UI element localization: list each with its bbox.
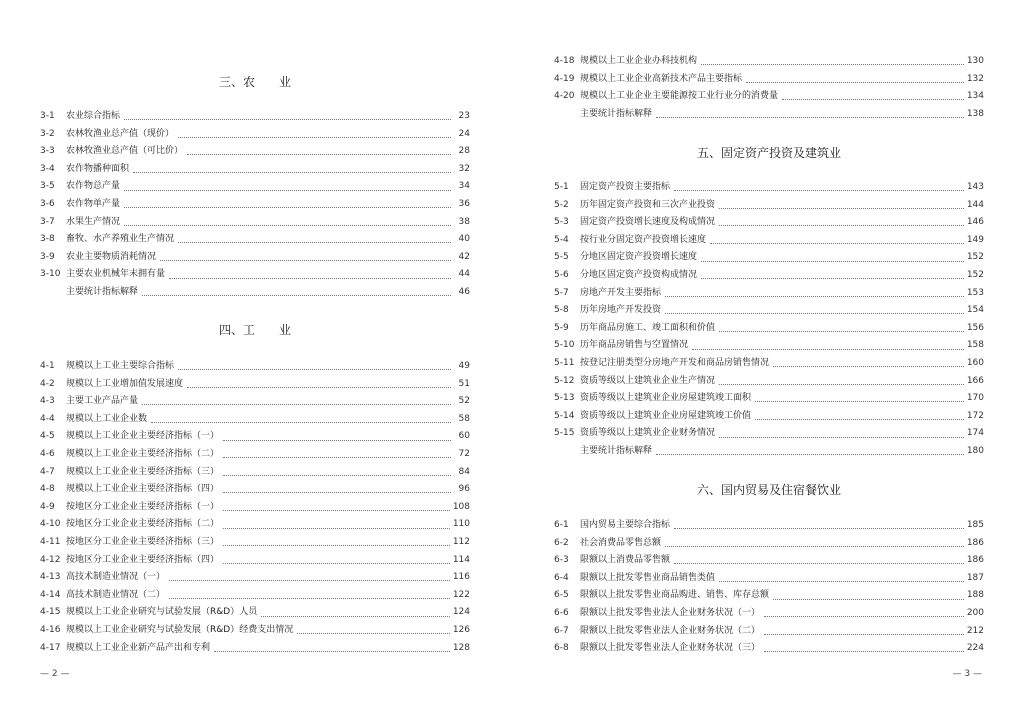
- toc-entry-title: 高技术制造业情况（二）: [66, 589, 166, 600]
- toc-entry-number: 6-2: [554, 537, 569, 548]
- toc-entry-title: 限额以上批发零售业商品购进、销售、库存总额: [580, 590, 770, 601]
- toc-dot-leader: [214, 651, 450, 652]
- toc-entry-page: 158: [966, 340, 984, 351]
- toc-dot-leader: [124, 225, 451, 226]
- toc-entry-title: 规模以上工业企业主要经济指标（三）: [66, 466, 220, 477]
- toc-dot-leader: [656, 454, 964, 455]
- toc-dot-leader: [656, 117, 964, 118]
- toc-entry: [554, 320, 984, 338]
- toc-entry: [40, 376, 470, 394]
- toc-entry-number: 5-3: [554, 217, 569, 228]
- toc-dot-leader: [124, 119, 451, 120]
- toc-entry-page: 174: [966, 428, 984, 439]
- toc-entry-number: 6-6: [554, 608, 569, 618]
- toc-entry: [40, 640, 470, 658]
- toc-dot-leader: [710, 243, 964, 244]
- toc-entry: [40, 231, 470, 249]
- toc-entry-title: 主要统计指标解释: [66, 287, 139, 297]
- toc-dot-leader: [701, 261, 964, 262]
- toc-entry-page: 112: [452, 537, 470, 547]
- toc-entry: [40, 266, 470, 284]
- toc-entry: [40, 143, 470, 161]
- toc-entry-title: 农作物播种面积: [66, 163, 130, 174]
- toc-entry-number: 5-11: [554, 358, 575, 368]
- toc-entry-title: 历年商品房施工、竣工面积和价值: [580, 322, 716, 333]
- toc-entry-number: 3-5: [40, 181, 55, 192]
- toc-dot-leader: [665, 546, 964, 547]
- toc-dot-leader: [719, 225, 964, 226]
- toc-entry: [554, 302, 984, 320]
- toc-entry: [40, 622, 470, 640]
- toc-entry-title: 主要工业产品产量: [66, 396, 139, 407]
- toc-entry-title: 规模以上工业企业研究与试验发展（R&D）经费支出情况: [66, 625, 294, 635]
- toc-entry-number: 3-10: [40, 269, 61, 280]
- toc-entry: [554, 570, 984, 588]
- toc-entry: [554, 535, 984, 553]
- toc-dot-leader: [142, 295, 451, 296]
- toc-dot-leader: [223, 510, 450, 511]
- toc-entry-page: 172: [966, 410, 984, 421]
- toc-entry: [554, 179, 984, 197]
- toc-entry: [40, 604, 470, 622]
- toc-entry: [554, 106, 984, 124]
- toc-entry-page: 130: [966, 56, 984, 66]
- toc-entry-page: 188: [966, 590, 984, 601]
- toc-dot-leader: [755, 419, 964, 420]
- toc-entry: [554, 640, 984, 658]
- toc-entry-title: 规模以上工业企业新产品产出和专利: [66, 642, 211, 653]
- toc-entry-number: 5-2: [554, 199, 569, 210]
- toc-entry-number: 5-6: [554, 270, 569, 280]
- toc-dot-leader: [746, 82, 964, 83]
- toc-entry-page: 152: [966, 270, 984, 280]
- toc-dot-leader: [178, 137, 451, 138]
- toc-entry-title: 按行业分固定资产投资增长速度: [580, 234, 707, 245]
- toc-dot-leader: [701, 64, 964, 65]
- toc-dot-leader: [223, 457, 451, 458]
- toc-entry-number: 4-8: [40, 484, 55, 495]
- section-heading: 四、工 业: [218, 323, 291, 337]
- toc-entry: [554, 425, 984, 443]
- toc-entry-page: 60: [458, 431, 470, 442]
- toc-dot-leader: [223, 475, 451, 476]
- toc-entry-title: 固定资产投资主要指标: [580, 182, 671, 192]
- toc-entry-number: 5-13: [554, 393, 575, 404]
- toc-entry: [40, 411, 470, 429]
- toc-entry-title: 规模以上工业企业主要经济指标（二）: [66, 449, 220, 459]
- toc-entry-number: 3-6: [40, 199, 55, 209]
- toc-entry-page: 24: [458, 128, 470, 139]
- toc-entry-number: 3-9: [40, 251, 55, 262]
- toc-entry-number: 6-4: [554, 572, 569, 583]
- toc-entry-title: 资质等级以上建筑业企业房屋建筑竣工面积: [580, 393, 752, 404]
- toc-dot-leader: [782, 99, 964, 100]
- toc-entry-number: 5-5: [554, 252, 569, 263]
- toc-entry-number: 6-3: [554, 555, 569, 566]
- toc-entry-number: 4-13: [40, 572, 61, 583]
- toc-entry-title: 固定资产投资增长速度及构成情况: [580, 217, 716, 228]
- toc-entry: [40, 534, 470, 552]
- toc-entry-number: 5-4: [554, 234, 569, 245]
- toc-entry-page: 52: [458, 396, 470, 407]
- toc-entry-title: 规模以上工业企业数: [66, 413, 148, 424]
- toc-dot-leader: [160, 260, 451, 261]
- toc-entry-page: 154: [966, 305, 984, 316]
- toc-entry-title: 历年固定资产投资和三次产业投资: [580, 199, 716, 210]
- toc-entry: [40, 126, 470, 144]
- toc-entry-number: 4-10: [40, 519, 61, 530]
- toc-entry: [554, 197, 984, 215]
- toc-dot-leader: [261, 616, 450, 617]
- toc-dot-leader: [124, 190, 451, 191]
- toc-dot-leader: [773, 366, 964, 367]
- toc-dot-leader: [755, 401, 964, 402]
- toc-entry: [40, 358, 470, 376]
- toc-entry-page: 44: [458, 269, 470, 280]
- toc-dot-leader: [764, 651, 964, 652]
- toc-entry: [554, 249, 984, 267]
- toc-entry-title: 房地产开发主要指标: [580, 287, 662, 298]
- toc-entry-page: 134: [966, 91, 984, 102]
- toc-entry-page: 51: [458, 378, 470, 389]
- toc-entry-number: 4-11: [40, 537, 61, 547]
- toc-entry: [40, 108, 470, 126]
- toc-entry-title: 社会消费品零售总额: [580, 537, 662, 548]
- toc-entry-number: 4-5: [40, 431, 55, 442]
- toc-entry-number: 3-7: [40, 216, 55, 227]
- toc-entry-title: 限额以上消费品零售额: [580, 555, 671, 566]
- toc-entry: [554, 53, 984, 71]
- toc-entry-number: 4-15: [40, 607, 61, 618]
- toc-entry: [40, 284, 470, 302]
- toc-entry-page: 126: [452, 625, 470, 635]
- toc-entry-page: 132: [966, 73, 984, 84]
- toc-entry-number: 5-10: [554, 340, 575, 351]
- toc-entry-page: 46: [458, 287, 470, 297]
- toc-entry-number: 3-4: [40, 163, 55, 174]
- toc-entry-title: 农林牧渔业总产值（现价）: [66, 128, 175, 139]
- toc-entry: [554, 587, 984, 605]
- toc-entry-number: 6-1: [554, 520, 569, 530]
- toc-entry-title: 限额以上批发零售业法人企业财务状况（三）: [580, 643, 761, 654]
- section-heading: 五、固定资产投资及建筑业: [696, 146, 841, 160]
- toc-entry: [40, 481, 470, 499]
- toc-entry-number: 5-15: [554, 428, 575, 439]
- toc-dot-leader: [719, 437, 964, 438]
- toc-entry: [554, 71, 984, 89]
- toc-entry: [40, 499, 470, 517]
- toc-entry-number: 4-2: [40, 378, 55, 389]
- toc-entry-title: 规模以上工业企业研究与试验发展（R&D）人员: [66, 607, 258, 618]
- toc-dot-leader: [169, 598, 450, 599]
- toc-entry-number: 6-5: [554, 590, 569, 601]
- toc-entry-page: 23: [458, 111, 470, 121]
- toc-dot-leader: [151, 422, 451, 423]
- toc-entry-title: 国内贸易主要综合指标: [580, 520, 671, 530]
- toc-entry-title: 资质等级以上建筑业企业房屋建筑竣工价值: [580, 410, 752, 421]
- toc-entry: [40, 464, 470, 482]
- toc-entry-title: 按地区分工业企业主要经济指标（三）: [66, 537, 220, 547]
- toc-entry: [554, 443, 984, 461]
- toc-entry-title: 限额以上批发零售业商品销售类值: [580, 572, 716, 583]
- toc-entry-page: 40: [458, 234, 470, 245]
- toc-entry-number: 5-12: [554, 375, 575, 386]
- toc-entry-page: 38: [458, 216, 470, 227]
- toc-dot-leader: [719, 384, 964, 385]
- toc-entry-title: 主要农业机械年末拥有量: [66, 269, 166, 280]
- toc-entry-title: 按登记注册类型分房地产开发和商品房销售情况: [580, 358, 770, 368]
- toc-entry-page: 149: [966, 234, 984, 245]
- toc-entry-page: 160: [966, 358, 984, 368]
- toc-entry-page: 186: [966, 537, 984, 548]
- toc-entry-page: 128: [452, 642, 470, 653]
- toc-entry-page: 156: [966, 322, 984, 333]
- toc-entry-number: 4-3: [40, 396, 55, 407]
- toc-entry-title: 水果生产情况: [66, 216, 121, 227]
- toc-entry-page: 170: [966, 393, 984, 404]
- toc-dot-leader: [178, 369, 451, 370]
- section-heading: 三、农 业: [218, 75, 291, 89]
- toc-entry-number: 4-20: [554, 91, 575, 102]
- toc-dot-leader: [764, 634, 964, 635]
- toc-entry-number: 5-8: [554, 305, 569, 316]
- toc-entry-page: 84: [458, 466, 470, 477]
- toc-entry-title: 主要统计指标解释: [580, 446, 653, 456]
- toc-dot-leader: [169, 580, 450, 581]
- left-page: [40, 0, 470, 724]
- toc-entry-number: 6-7: [554, 625, 569, 636]
- toc-entry: [40, 196, 470, 214]
- toc-entry-title: 按地区分工业企业主要经济指标（二）: [66, 519, 220, 530]
- toc-entry-page: 42: [458, 251, 470, 262]
- toc-entry-title: 高技术制造业情况（一）: [66, 572, 166, 583]
- toc-entry: [554, 267, 984, 285]
- toc-entry-title: 规模以上工业主要综合指标: [66, 361, 175, 371]
- toc-entry-title: 农作物单产量: [66, 199, 121, 209]
- toc-entry-page: 180: [966, 446, 984, 456]
- toc-entry: [40, 569, 470, 587]
- toc-entry: [554, 390, 984, 408]
- toc-entry-number: 4-18: [554, 56, 575, 66]
- toc-dot-leader: [223, 545, 450, 546]
- toc-entry-title: 规模以上工业企业办科技机构: [580, 56, 698, 66]
- toc-entry-number: 5-1: [554, 182, 569, 192]
- toc-entry-number: 4-6: [40, 449, 55, 459]
- toc-entry-title: 资质等级以上建筑业企业生产情况: [580, 375, 716, 386]
- toc-entry: [40, 178, 470, 196]
- toc-entry-number: 4-7: [40, 466, 55, 477]
- toc-entry-page: 143: [966, 182, 984, 192]
- toc-entry-page: 166: [966, 375, 984, 386]
- toc-entry-title: 农业综合指标: [66, 111, 121, 121]
- toc-entry-number: 4-12: [40, 554, 61, 565]
- toc-entry-title: 农业主要物质消耗情况: [66, 251, 157, 262]
- page-number-right: — 3 —: [952, 669, 982, 679]
- toc-entry-title: 规模以上工业企业高新技术产品主要指标: [580, 73, 743, 84]
- toc-entry-title: 分地区固定资产投资构成情况: [580, 270, 698, 280]
- toc-entry: [554, 623, 984, 641]
- toc-entry: [40, 161, 470, 179]
- toc-entry-number: 5-9: [554, 322, 569, 333]
- toc-entry-title: 农林牧渔业总产值（可比价）: [66, 146, 184, 157]
- toc-dot-leader: [223, 563, 450, 564]
- toc-entry-page: 32: [458, 163, 470, 174]
- toc-entry-number: 4-19: [554, 73, 575, 84]
- toc-entry-page: 138: [966, 108, 984, 119]
- toc-entry-page: 122: [452, 589, 470, 600]
- toc-entry-page: 212: [966, 625, 984, 636]
- toc-dot-leader: [297, 633, 450, 634]
- toc-entry: [554, 214, 984, 232]
- toc-dot-leader: [719, 208, 964, 209]
- toc-entry-page: 110: [452, 519, 470, 530]
- toc-dot-leader: [142, 404, 451, 405]
- toc-entry-title: 历年房地产开发投资: [580, 305, 662, 316]
- toc-entry-number: 6-8: [554, 643, 569, 654]
- page-number-left: — 2 —: [40, 669, 70, 679]
- toc-entry-title: 规模以上工业企业主要经济指标（一）: [66, 431, 220, 442]
- toc-entry: [40, 516, 470, 534]
- toc-entry-page: 114: [452, 554, 470, 565]
- toc-entry: [554, 285, 984, 303]
- toc-entry: [554, 552, 984, 570]
- toc-entry-number: 4-17: [40, 642, 61, 653]
- toc-entry: [554, 517, 984, 535]
- toc-entry: [40, 214, 470, 232]
- toc-dot-leader: [223, 492, 451, 493]
- toc-dot-leader: [665, 296, 964, 297]
- toc-entry-number: 4-16: [40, 625, 61, 635]
- toc-entry-number: 3-3: [40, 146, 55, 157]
- toc-entry-title: 主要统计指标解释: [580, 108, 653, 119]
- toc-entry-page: 187: [966, 572, 984, 583]
- toc-entry: [40, 249, 470, 267]
- toc-dot-leader: [701, 278, 964, 279]
- toc-entry: [554, 355, 984, 373]
- toc-entry-title: 限额以上批发零售业法人企业财务状况（二）: [580, 625, 761, 636]
- toc-entry-title: 按地区分工业企业主要经济指标（四）: [66, 554, 220, 565]
- toc-entry-title: 历年商品房销售与空置情况: [580, 340, 689, 351]
- toc-entry-page: 116: [452, 572, 470, 583]
- toc-entry-title: 资质等级以上建筑业企业财务情况: [580, 428, 716, 439]
- toc-entry: [554, 232, 984, 250]
- toc-entry: [40, 446, 470, 464]
- toc-entry-page: 108: [452, 501, 470, 512]
- toc-entry-title: 限额以上批发零售业法人企业财务状况（一）: [580, 608, 761, 618]
- toc-entry-page: 224: [966, 643, 984, 654]
- toc-entry-number: 4-4: [40, 413, 55, 424]
- toc-entry-number: 3-2: [40, 128, 55, 139]
- toc-dot-leader: [674, 563, 964, 564]
- toc-dot-leader: [223, 528, 450, 529]
- toc-entry-page: 153: [966, 287, 984, 298]
- toc-entry: [40, 428, 470, 446]
- toc-dot-leader: [764, 616, 964, 617]
- toc-entry-title: 规模以上工业企业主要经济指标（四）: [66, 484, 220, 495]
- toc-dot-leader: [719, 331, 964, 332]
- toc-dot-leader: [674, 528, 964, 529]
- toc-entry-page: 200: [966, 608, 984, 618]
- toc-entry: [40, 393, 470, 411]
- toc-dot-leader: [674, 190, 964, 191]
- right-page: [554, 0, 984, 724]
- toc-entry-number: 5-14: [554, 410, 575, 421]
- toc-entry-title: 农作物总产量: [66, 181, 121, 192]
- toc-entry: [40, 587, 470, 605]
- toc-entry-number: 4-1: [40, 361, 55, 371]
- toc-entry: [40, 552, 470, 570]
- toc-dot-leader: [187, 387, 451, 388]
- toc-entry-number: 5-7: [554, 287, 569, 298]
- toc-dot-leader: [124, 207, 451, 208]
- toc-entry-page: 152: [966, 252, 984, 263]
- toc-dot-leader: [223, 440, 451, 441]
- toc-entry-page: 58: [458, 413, 470, 424]
- toc-entry-number: 3-8: [40, 234, 55, 245]
- toc-dot-leader: [719, 581, 964, 582]
- toc-entry: [554, 605, 984, 623]
- toc-entry-title: 规模以上工业企业主要能源按工业行业分的消费量: [580, 91, 779, 102]
- toc-entry-page: 36: [458, 199, 470, 209]
- toc-entry-number: 4-14: [40, 589, 61, 600]
- toc-entry-page: 96: [458, 484, 470, 495]
- toc-entry-title: 分地区固定资产投资增长速度: [580, 252, 698, 263]
- toc-entry-page: 144: [966, 199, 984, 210]
- toc-entry-page: 49: [458, 361, 470, 371]
- toc-entry-page: 34: [458, 181, 470, 192]
- toc-entry-page: 72: [458, 449, 470, 459]
- toc-dot-leader: [178, 242, 451, 243]
- toc-entry-page: 185: [966, 520, 984, 530]
- toc-entry-title: 畜牧、水产养殖业生产情况: [66, 234, 175, 245]
- toc-entry-number: 4-9: [40, 501, 55, 512]
- toc-entry-page: 146: [966, 217, 984, 228]
- toc-dot-leader: [169, 278, 451, 279]
- toc-entry: [554, 88, 984, 106]
- toc-dot-leader: [773, 599, 964, 600]
- toc-entry: [554, 373, 984, 391]
- toc-entry-page: 186: [966, 555, 984, 566]
- toc-entry: [554, 337, 984, 355]
- toc-dot-leader: [665, 313, 964, 314]
- toc-entry-page: 124: [452, 607, 470, 618]
- toc-entry-number: 3-1: [40, 111, 55, 121]
- toc-entry: [554, 408, 984, 426]
- section-heading: 六、国内贸易及住宿餐饮业: [696, 483, 841, 497]
- toc-entry-title: 规模以上工业增加值发展速度: [66, 378, 184, 389]
- toc-dot-leader: [133, 172, 451, 173]
- toc-dot-leader: [187, 154, 451, 155]
- toc-dot-leader: [692, 349, 964, 350]
- toc-entry-title: 按地区分工业企业主要经济指标（一）: [66, 501, 220, 512]
- toc-entry-page: 28: [458, 146, 470, 157]
